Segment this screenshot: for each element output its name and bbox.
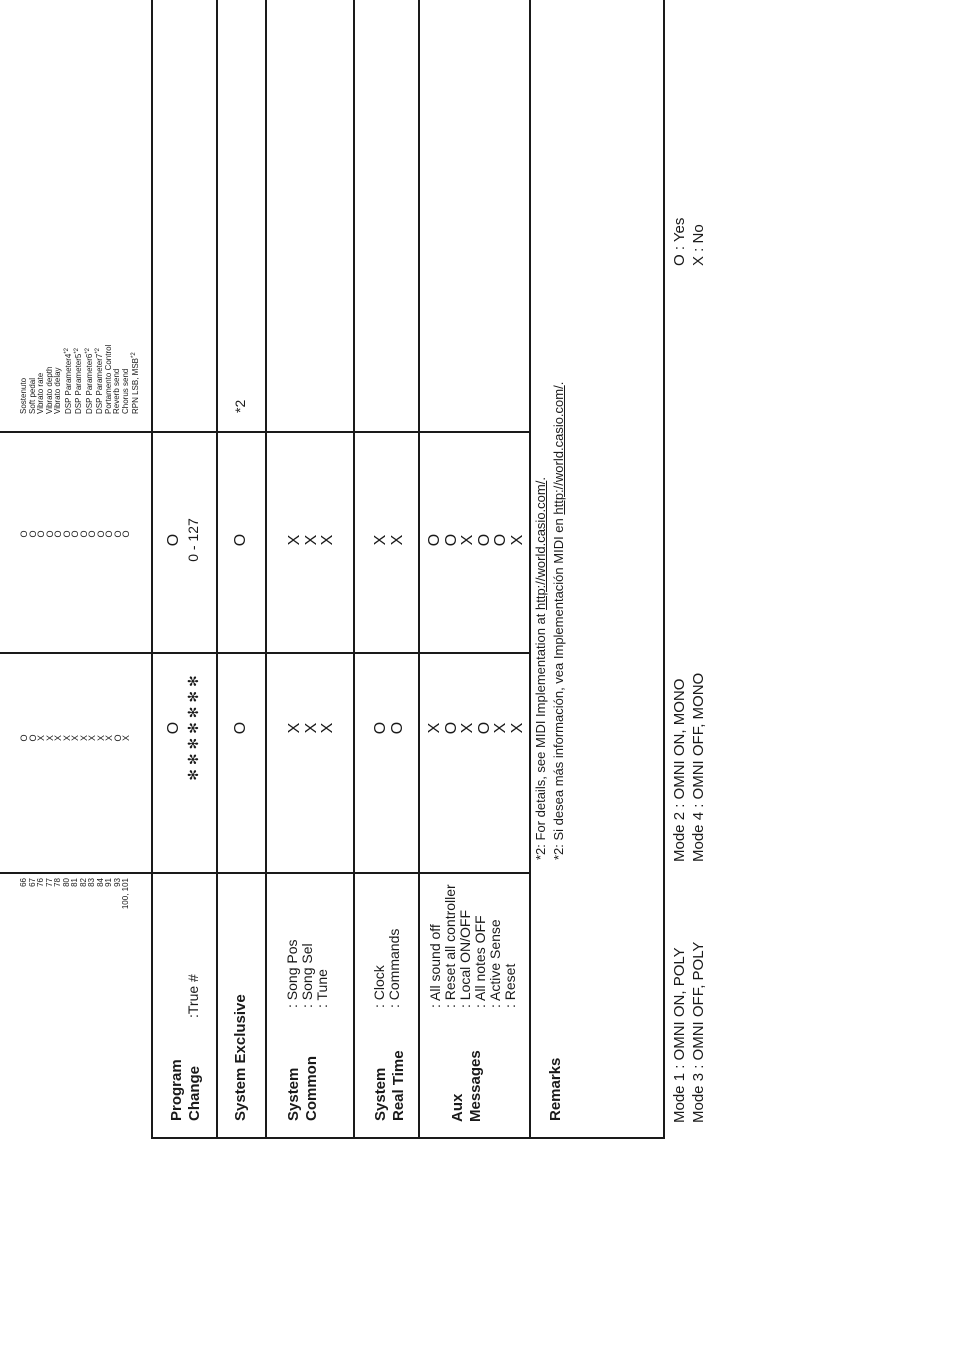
controller-transmitted-mark: X <box>104 735 114 742</box>
controller-transmitted-mark: O <box>112 734 123 742</box>
controller-name: Vibrato rate <box>36 372 45 414</box>
system-exclusive-heading: System Exclusive <box>232 994 249 1121</box>
controller-name: Chorus send <box>120 368 130 414</box>
row-divider-aux-messages <box>529 0 531 1138</box>
controller-recognized-mark: O <box>70 530 80 538</box>
controller-recognized-mark: O <box>61 530 72 538</box>
system-common-recognized: X X X <box>286 534 336 546</box>
controller-name: DSP Parameter4$^{*2}$ <box>63 348 73 414</box>
legend-yes: O : Yes <box>671 217 688 266</box>
controller-recognized-mark: O <box>112 530 123 538</box>
controller-transmitted-mark: X <box>87 735 97 742</box>
row-divider-system-common <box>353 0 355 1138</box>
controller-name: Soft pedal <box>27 377 37 414</box>
controller-recognized-mark: O <box>87 530 97 538</box>
program-change-transmitted-value: ✻ ✻ ✻ ✻ ✻ ✻ ✻ <box>185 675 201 781</box>
controller-recognized-mark: O <box>53 530 63 538</box>
column-divider-transmitted <box>0 872 531 874</box>
row-divider-program-change <box>216 0 218 1138</box>
system-common-transmitted: X X X <box>286 722 336 734</box>
controller-number: 81 <box>70 878 79 887</box>
mode-2: Mode 2 : OMNI ON, MONO <box>671 678 688 862</box>
controller-recognized-mark: O <box>95 530 106 538</box>
program-change-transmitted-top: O <box>165 721 182 735</box>
controller-name: DSP Parameter7$^{*2}$ <box>95 348 104 414</box>
casio-link-spanish[interactable]: http://world.casio.com/ <box>551 385 566 515</box>
controller-number: 80 <box>61 878 71 887</box>
system-common-items: : Song Pos : Song Sel : Tune <box>284 939 330 1008</box>
controller-name: Vibrato depth <box>44 366 54 414</box>
controller-number: 67 <box>27 878 37 887</box>
controller-transmitted-list <box>20 731 131 745</box>
system-exclusive-recognized: O <box>232 533 249 547</box>
controller-recognized-list <box>20 527 131 541</box>
footnote-marker: *2 <box>131 352 137 358</box>
footnote-marker: *2 <box>63 348 70 354</box>
controller-transmitted-mark: O <box>27 734 38 742</box>
mode-4: Mode 4 : OMNI OFF, MONO <box>690 672 707 862</box>
column-divider-function <box>151 1137 665 1139</box>
aux-messages-heading: Aux Messages <box>449 1050 484 1122</box>
controller-transmitted-mark: X <box>78 735 89 742</box>
program-change-recognized-top: O <box>165 533 182 547</box>
footnote-marker: *2 <box>95 348 101 354</box>
controller-name-list <box>20 214 141 414</box>
controller-number: 84 <box>95 878 105 887</box>
casio-link-english[interactable]: http://world.casio.com/ <box>533 480 548 610</box>
aux-messages-recognized: O O X O O X <box>426 533 526 547</box>
mode-1: Mode 1 : OMNI ON, POLY <box>671 947 688 1123</box>
controller-number: 78 <box>53 878 62 887</box>
controller-number: 100, 101 <box>121 878 130 910</box>
controller-number-list <box>20 878 150 930</box>
system-exclusive-remarks: *2 <box>232 399 248 413</box>
controller-recognized-mark: O <box>44 530 55 538</box>
controller-name: Vibrato delay <box>53 367 62 414</box>
controller-transmitted-mark: X <box>44 735 55 742</box>
remarks-note-english: *2: For details, see MIDI Implementation at http://world.casio.com/. <box>533 477 548 860</box>
mode-3: Mode 3 : OMNI OFF, POLY <box>690 941 707 1123</box>
footnote-marker: *2 <box>74 348 80 354</box>
system-realtime-transmitted: O O <box>372 721 406 735</box>
controller-number: 93 <box>112 878 122 887</box>
controller-transmitted-mark: X <box>36 735 46 742</box>
controller-recognized-mark: O <box>121 530 131 538</box>
aux-messages-items: : All sound off : Reset all controller : Local ON/OFF : All notes OFF : Active Sense : Reset <box>427 884 518 1008</box>
table-bottom-edge <box>663 0 665 1138</box>
controller-number: 83 <box>87 878 96 887</box>
controller-name: DSP Parameter5$^{*2}$ <box>74 348 83 414</box>
aux-messages-transmitted: X O X O X X <box>426 721 526 735</box>
controller-transmitted-mark: X <box>95 735 106 742</box>
row-divider-system-realtime <box>418 0 420 1138</box>
system-realtime-recognized: X X <box>372 534 406 546</box>
column-divider-remarks <box>0 431 531 433</box>
system-realtime-items: : Clock : Commands <box>371 928 402 1008</box>
controller-name: Sostenuto <box>19 377 28 414</box>
controller-number: 77 <box>44 878 54 887</box>
controller-transmitted-mark: X <box>61 735 72 742</box>
program-change-heading: Program Change <box>168 1059 203 1121</box>
footnote-marker: *2 <box>84 348 91 354</box>
controller-recognized-mark: O <box>104 530 114 538</box>
controller-transmitted-mark: X <box>70 735 80 742</box>
program-change-recognized-value: 0 - 127 <box>185 518 201 562</box>
controller-number: 91 <box>104 878 113 887</box>
controller-name: DSP Parameter6$^{*2}$ <box>84 348 94 414</box>
system-exclusive-transmitted: O <box>232 721 249 735</box>
controller-transmitted-mark: X <box>53 735 63 742</box>
controller-transmitted-mark: X <box>121 735 131 742</box>
controller-recognized-mark: O <box>27 530 38 538</box>
controller-number: 76 <box>36 878 45 887</box>
controller-name: Portamento Control <box>103 344 113 414</box>
controller-number: 82 <box>78 878 88 887</box>
controller-recognized-mark: O <box>36 530 46 538</box>
controller-number: 66 <box>19 878 28 887</box>
remarks-heading: Remarks <box>547 1057 564 1121</box>
program-change-label: :True # <box>185 974 201 1018</box>
controller-recognized-mark: O <box>78 530 89 538</box>
system-realtime-heading: System Real Time <box>372 1050 407 1121</box>
table-top-edge <box>151 0 153 1138</box>
controller-name: RPN LSB, MSB$^{*2}$ <box>131 352 140 414</box>
controller-transmitted-mark: O <box>19 734 29 742</box>
remarks-note-spanish: *2: Si desea más información, vea Implementación MIDI en http://world.casio.com/. <box>551 381 566 860</box>
system-common-heading: System Common <box>285 1056 320 1121</box>
controller-recognized-mark: O <box>19 530 29 538</box>
row-divider-system-exclusive <box>265 0 267 1138</box>
legend-no: X : No <box>690 224 707 266</box>
column-divider-recognized <box>0 652 531 654</box>
controller-name: Reverb send <box>112 368 121 414</box>
